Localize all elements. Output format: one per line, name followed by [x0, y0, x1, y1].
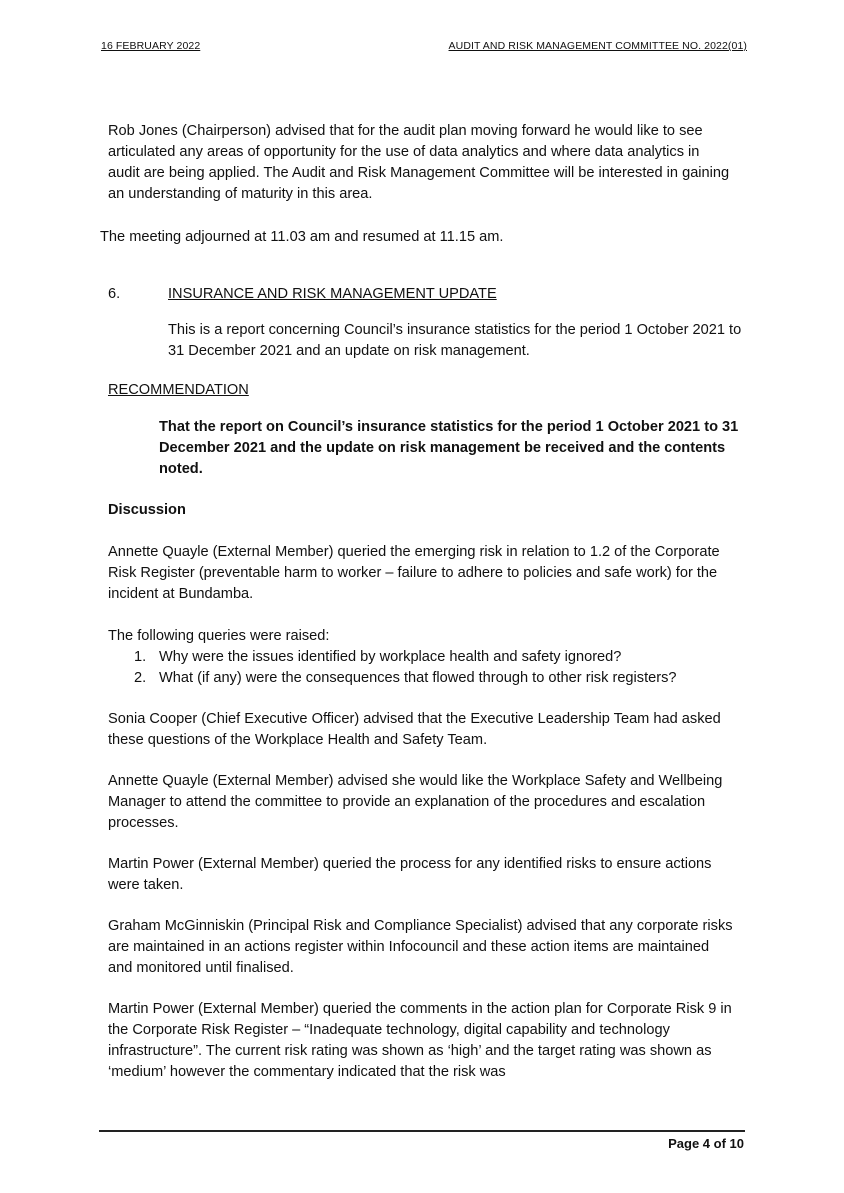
- paragraph-adjourned: The meeting adjourned at 11.03 am and resumed at 11.15 am.: [100, 229, 504, 245]
- header-committee: AUDIT AND RISK MANAGEMENT COMMITTEE NO. 2022(01): [448, 40, 747, 52]
- list-item: [108, 668, 677, 689]
- list-item-text: Why were the issues identified by workplace health and safety ignored?: [159, 649, 622, 665]
- item-title: INSURANCE AND RISK MANAGEMENT UPDATE: [168, 286, 497, 302]
- header-date: 16 FEBRUARY 2022: [101, 40, 201, 52]
- paragraph-martin-comments: Martin Power (External Member) queried the comments in the action plan for Corporate Risk 9 in the Corporate Risk Register – “Inadequate technology, digital capability and technology infrastructure”. The current risk rating was shown as ‘high’ and the target rating was shown as ‘medium’ however the commentary indicated that the risk was: [108, 1001, 732, 1080]
- item-summary: This is a report concerning Council’s insurance statistics for the period 1 October 2021 to 31 December 2021 and an update on risk management.: [168, 322, 742, 359]
- paragraph-annette-query: Annette Quayle (External Member) queried the emerging risk in relation to 1.2 of the Corporate Risk Register (preventable harm to worker – failure to adhere to policies and safe work) for the incident at Bundamba.: [108, 544, 720, 602]
- list-item-number: 1.: [134, 649, 147, 665]
- paragraph-martin-process: Martin Power (External Member) queried the process for any identified risks to ensure actions were taken.: [108, 856, 712, 893]
- paragraph-annette-advice: Annette Quayle (External Member) advised she would like the Workplace Safety and Wellbeing Manager to attend the committee to provide an explanation of the procedures and escalation processes.: [108, 773, 723, 831]
- item-number: 6.: [108, 286, 121, 302]
- paragraph-rob-jones: Rob Jones (Chairperson) advised that for the audit plan moving forward he would like to see articulated any areas of opportunity for the use of data analytics and where data analytics in audit are being applied. The Audit and Risk Management Committee will be interested in gaining an understanding of maturity in this area.: [108, 123, 730, 202]
- page-number: Page 4 of 10: [668, 1136, 744, 1151]
- discussion-heading: Discussion: [108, 502, 186, 518]
- paragraph-graham: Graham McGinniskin (Principal Risk and Compliance Specialist) advised that any corporate risks are maintained in an actions register within Infocouncil and these action items are maintained and monitored until finalised.: [108, 918, 733, 976]
- recommendation-heading: RECOMMENDATION: [108, 382, 249, 398]
- query-list: [108, 647, 677, 689]
- list-item: [108, 647, 677, 668]
- paragraph-sonia-cooper: Sonia Cooper (Chief Executive Officer) advised that the Executive Leadership Team had asked these questions of the Workplace Health and Safety Team.: [108, 711, 721, 748]
- list-item-number: 2.: [134, 670, 147, 686]
- list-item-text: What (if any) were the consequences that flowed through to other risk registers?: [159, 670, 677, 686]
- paragraph-queries-intro: The following queries were raised:: [108, 628, 330, 644]
- recommendation-text: That the report on Council’s insurance statistics for the period 1 October 2021 to 31 December 2021 and the update on risk management be received and the contents noted.: [159, 419, 739, 477]
- footer-divider: [99, 1130, 745, 1132]
